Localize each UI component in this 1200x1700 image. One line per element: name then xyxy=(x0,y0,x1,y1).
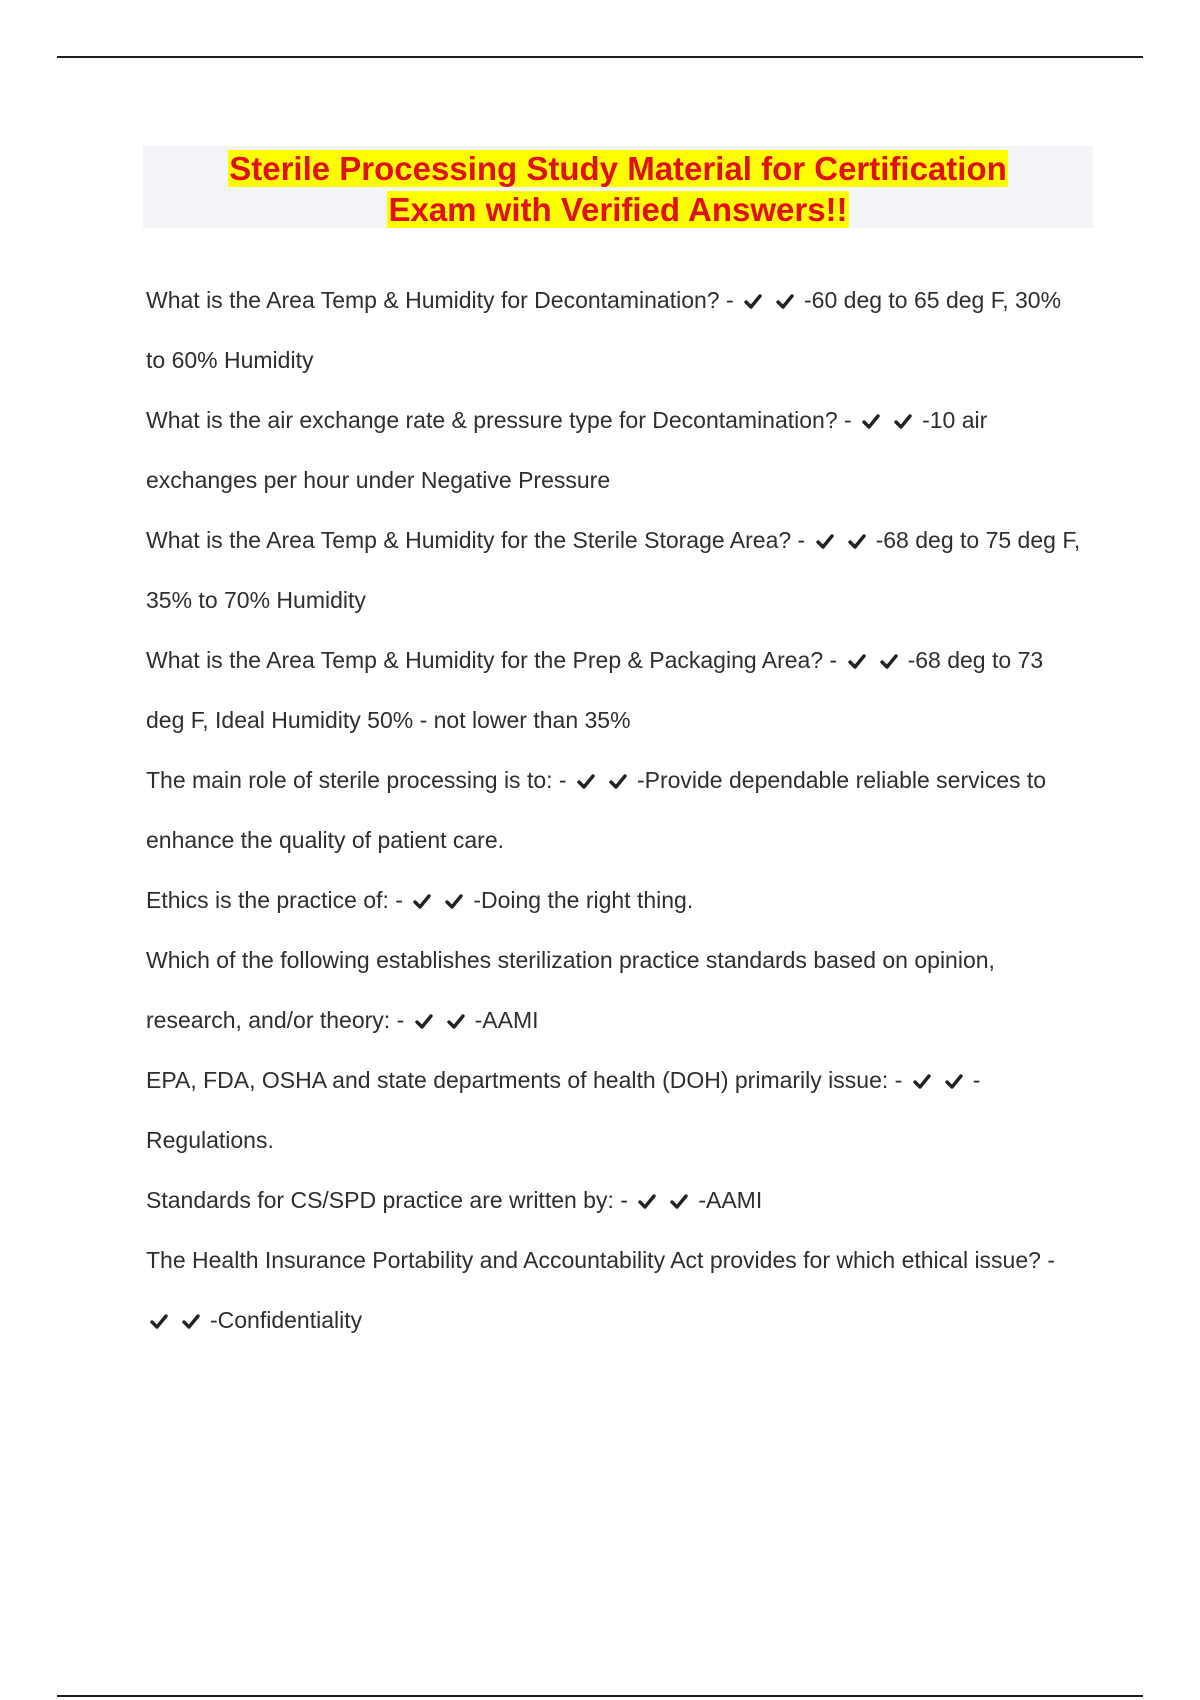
check-icon xyxy=(848,651,874,671)
check-icon xyxy=(670,1191,696,1211)
check-icon xyxy=(913,1071,939,1091)
answer-text: -60 deg to 65 deg F, 30% to 60% Humidity xyxy=(146,287,1062,373)
check-icon xyxy=(894,411,920,431)
check-icon xyxy=(945,1071,971,1091)
question-text: Standards for CS/SPD practice are written by: - xyxy=(146,1187,635,1213)
qa-item xyxy=(146,1050,1086,1170)
check-icon xyxy=(445,891,471,911)
title-banner xyxy=(143,146,1093,228)
question-text: What is the air exchange rate & pressure type for Decontamination? - xyxy=(146,407,859,433)
check-icon xyxy=(744,291,770,311)
check-icon xyxy=(182,1311,208,1331)
question-text: EPA, FDA, OSHA and state departments of health (DOH) primarily issue: - xyxy=(146,1067,909,1093)
check-icon xyxy=(638,1191,664,1211)
answer-text: -Doing the right thing. xyxy=(473,887,694,913)
qa-item xyxy=(146,750,1086,870)
question-text: What is the Area Temp & Humidity for Decontamination? - xyxy=(146,287,741,313)
qa-item xyxy=(146,870,1086,930)
answer-text: -Regulations. xyxy=(146,1067,981,1153)
question-text: Which of the following establishes sterilization practice standards based on opinion, research, and/or theory: - xyxy=(146,947,995,1033)
question-text: Ethics is the practice of: - xyxy=(146,887,410,913)
check-icon xyxy=(848,531,874,551)
qa-item xyxy=(146,270,1086,390)
check-icon xyxy=(862,411,888,431)
qa-item xyxy=(146,510,1086,630)
check-icon xyxy=(150,1311,176,1331)
answer-text: -Provide dependable reliable services to enhance the quality of patient care. xyxy=(146,767,1047,853)
qa-item xyxy=(146,390,1086,510)
title-line-1: Sterile Processing Study Material for Certification xyxy=(229,150,1007,187)
qa-item xyxy=(146,1170,1086,1230)
check-icon xyxy=(577,771,603,791)
question-text: What is the Area Temp & Humidity for the Prep & Packaging Area? - xyxy=(146,647,844,673)
question-text: What is the Area Temp & Humidity for the Sterile Storage Area? - xyxy=(146,527,812,553)
document-title xyxy=(143,148,1093,230)
qa-list xyxy=(146,270,1086,1350)
check-icon xyxy=(415,1011,441,1031)
answer-text: -10 air exchanges per hour under Negative Pressure xyxy=(146,407,988,493)
answer-text: -68 deg to 75 deg F, 35% to 70% Humidity xyxy=(146,527,1081,613)
check-icon xyxy=(413,891,439,911)
answer-text: -AAMI xyxy=(698,1187,763,1213)
check-icon xyxy=(776,291,802,311)
top-divider xyxy=(57,56,1143,58)
answer-text: -AAMI xyxy=(474,1007,539,1033)
qa-item xyxy=(146,1230,1086,1350)
qa-item xyxy=(146,930,1086,1050)
title-line-2: Exam with Verified Answers!! xyxy=(388,191,848,228)
question-text: The main role of sterile processing is to: - xyxy=(146,767,573,793)
answer-text: -68 deg to 73 deg F, Ideal Humidity 50% - not lower than 35% xyxy=(146,647,1044,733)
qa-item xyxy=(146,630,1086,750)
bottom-divider xyxy=(57,1695,1143,1697)
check-icon xyxy=(880,651,906,671)
check-icon xyxy=(447,1011,473,1031)
question-text: The Health Insurance Portability and Accountability Act provides for which ethical issue? - xyxy=(146,1247,1055,1273)
check-icon xyxy=(609,771,635,791)
check-icon xyxy=(816,531,842,551)
answer-text: -Confidentiality xyxy=(210,1307,363,1333)
